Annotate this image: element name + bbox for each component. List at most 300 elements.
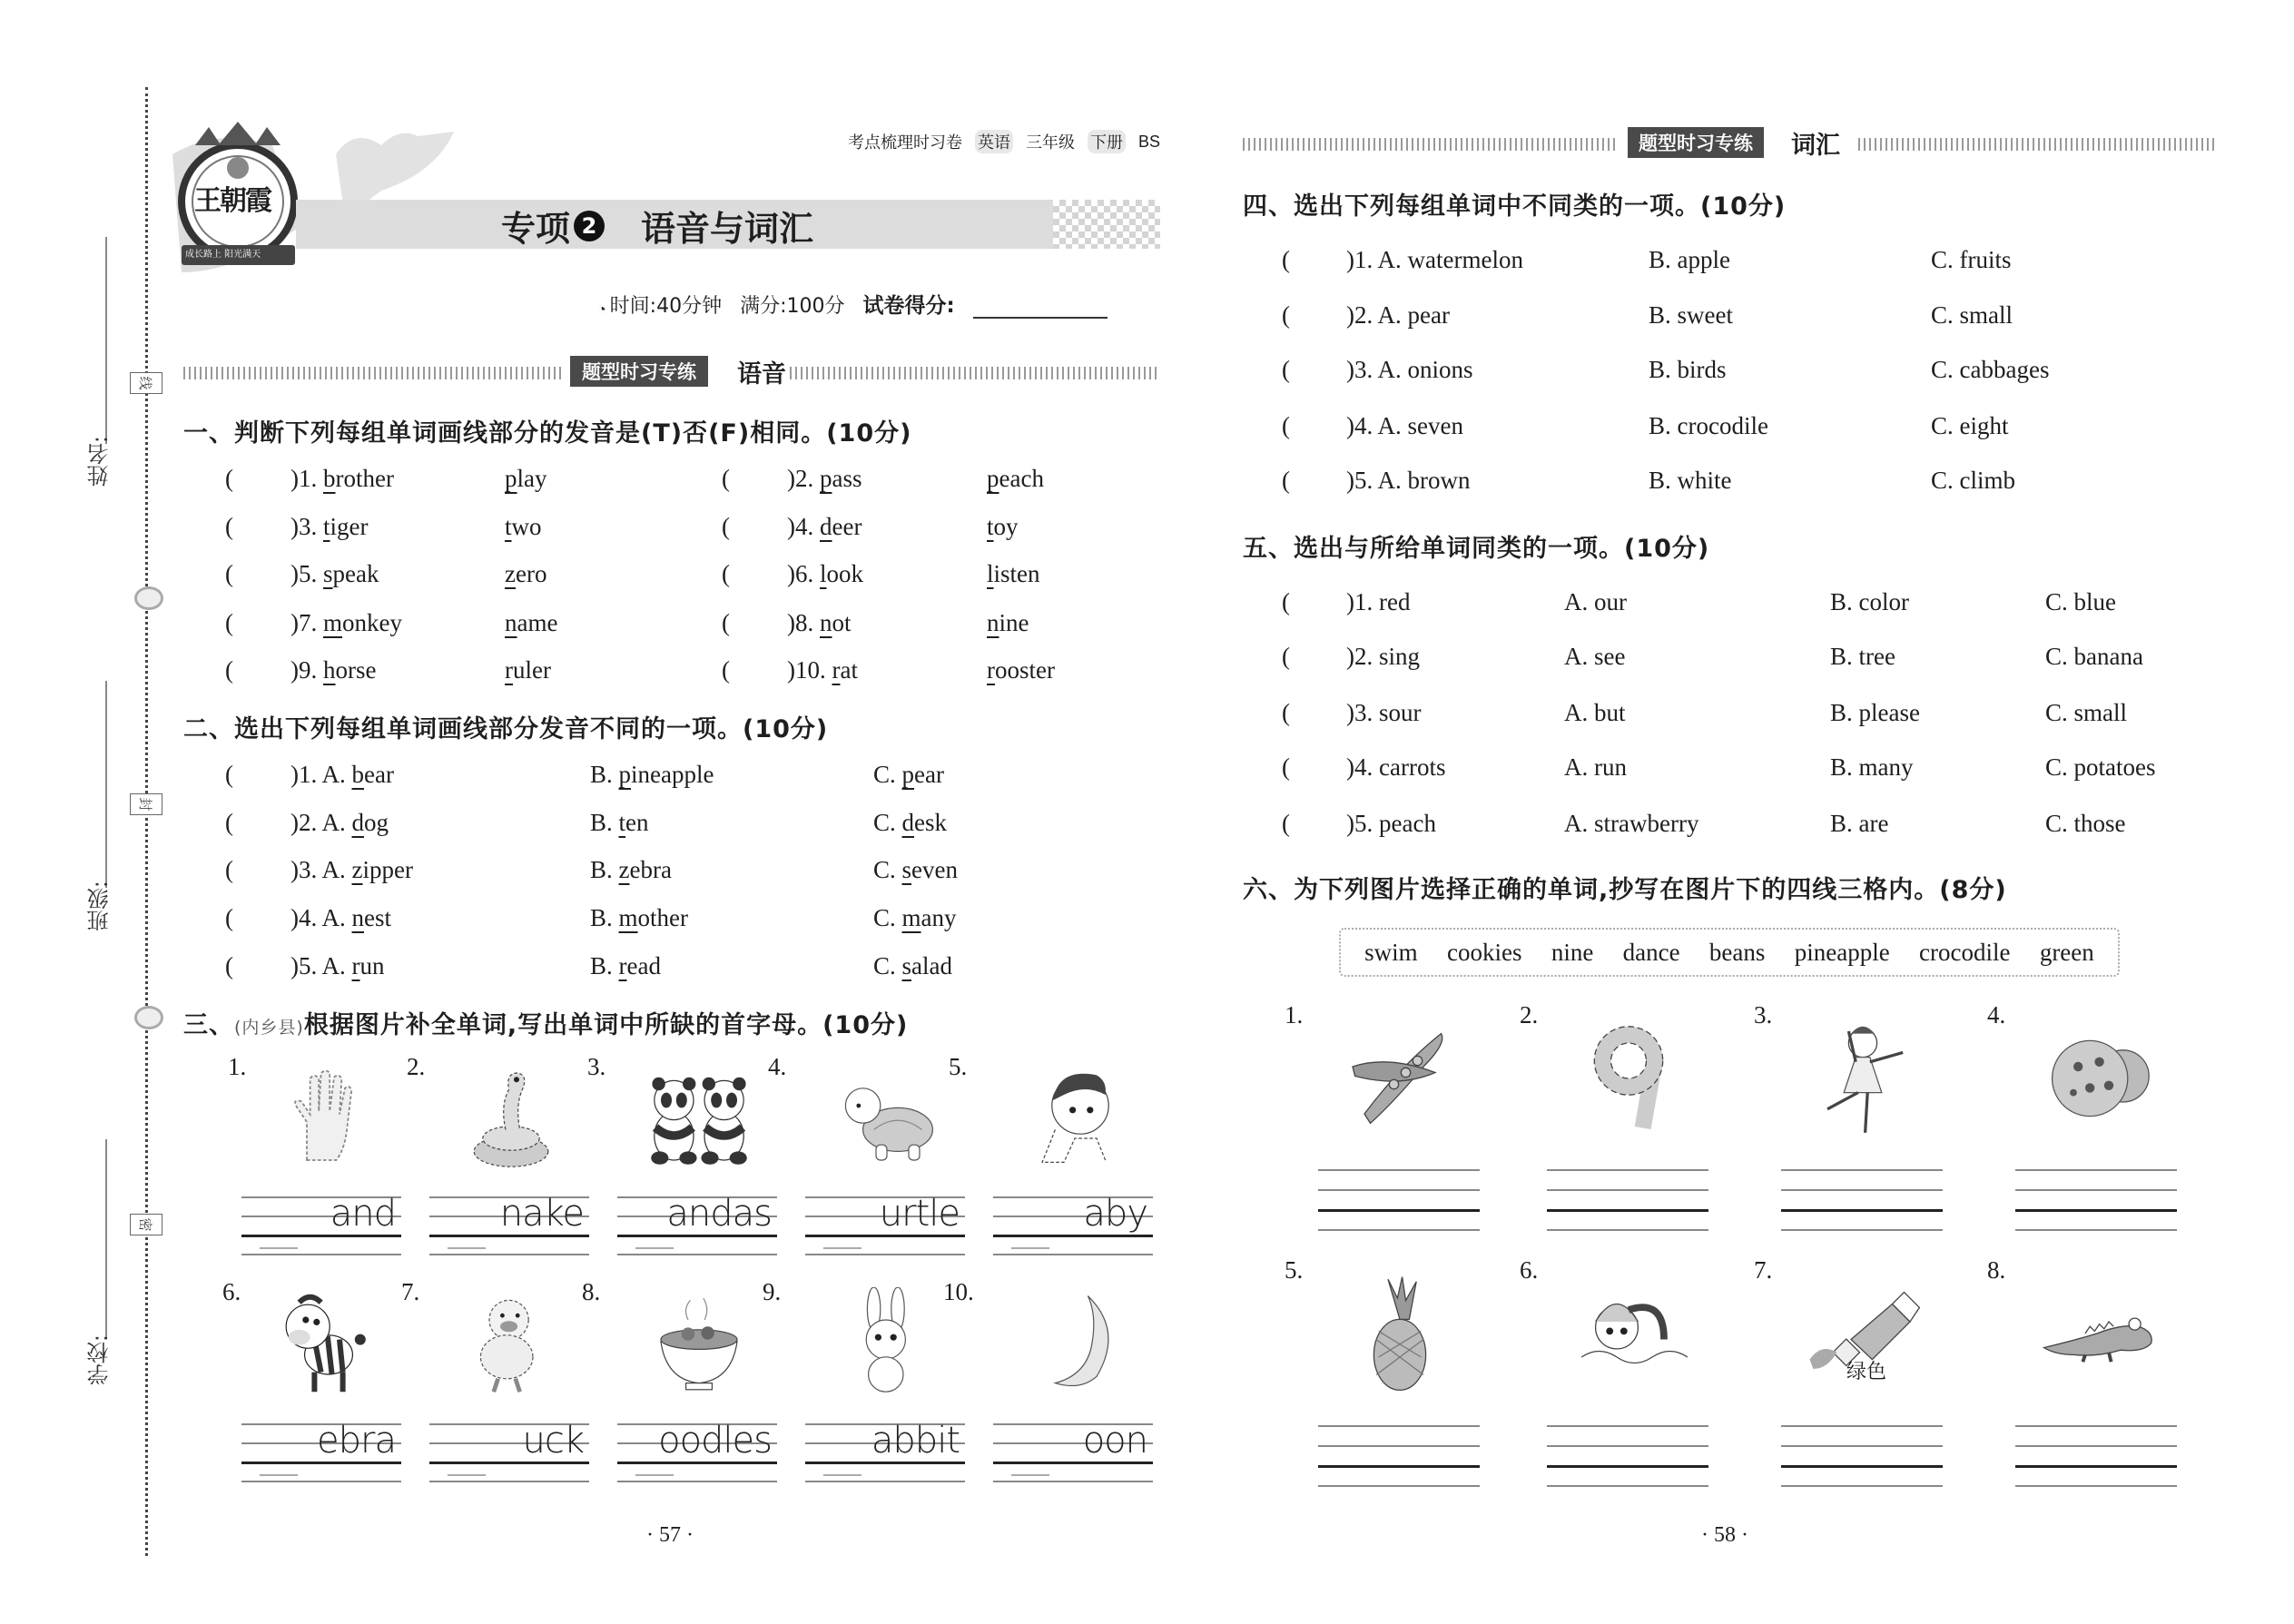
word: toy [987,513,1019,540]
answer-blank[interactable]: ( [225,809,233,836]
picture-number: 4. [1987,1001,2006,1029]
word: horse [323,656,377,684]
title-number-badge: 2 [574,211,605,241]
item-number: 2. [299,809,318,836]
answer-blank[interactable]: ( [225,856,233,883]
word: pear [1407,301,1450,329]
grid-line [1318,1465,1480,1468]
option-c: C. potatoes [2045,753,2156,781]
item-number: 3. [1354,356,1373,383]
answer-blank[interactable]: ( [1282,699,1290,726]
crocodile-icon [2038,1275,2156,1393]
word-bank-item: crocodile [1919,938,2011,966]
snake-icon [457,1062,566,1171]
answer-blank[interactable]: ( [722,513,730,540]
picture-number: 6. [222,1278,241,1305]
section-banner-phonetics [183,360,1160,389]
cookies-icon [2038,1019,2156,1137]
word: dog [351,809,389,836]
option-a: A. [1373,412,1408,439]
section2-item [290,809,389,837]
zebra-icon [269,1287,378,1396]
item-number: 1. [1354,588,1373,615]
answer-blank[interactable]: ( [225,952,233,979]
paren-close: ) [787,656,795,684]
section1-item [787,513,861,541]
section1-item [787,465,862,493]
word: run [1594,753,1627,781]
section4-item [1346,356,1473,384]
word-bank-item: beans [1708,938,1766,966]
banner-tag: 题型时习专练 [570,356,708,387]
seal-circle-icon [134,1006,163,1029]
item-number: 2. [795,465,814,492]
word: pear [901,761,944,788]
picture-number: 6. [1520,1256,1539,1284]
exam-full-score: 满分:100分 [740,295,845,318]
dancer-icon [1804,1019,1922,1137]
section5-item [1346,643,1420,671]
section1-item [290,609,402,637]
word: peach [987,465,1044,492]
word: those [2073,810,2126,837]
grid-line [993,1462,1153,1464]
section4-item [1346,467,1471,495]
paren-close: ) [290,656,299,684]
word: see [1594,643,1626,670]
option-letter: B. [590,904,619,931]
item-number: 3. [1354,699,1373,726]
score-field[interactable] [973,295,1108,319]
answer-blank[interactable]: ( [722,609,730,636]
grid-line [805,1235,965,1237]
option-c [873,904,957,932]
picture-number: 1. [1285,1001,1304,1029]
answer-blank[interactable]: ( [722,656,730,684]
item-number: 1. [299,761,318,788]
seal-box-feng: 封 [130,793,162,815]
baby-icon [1020,1062,1129,1171]
word: sweet [1677,301,1733,329]
paren-close: ) [290,609,299,636]
item-number: 10. [795,656,826,684]
paren-close: ) [290,856,299,883]
partial-word: nake [499,1193,584,1235]
class-line [105,681,107,888]
section1-item [290,465,394,493]
section4-item [1346,301,1450,330]
school-line [105,1139,107,1339]
seal-circle-icon [134,586,163,610]
word: desk [901,809,948,836]
missing-letter-blank[interactable] [448,1474,486,1476]
item-number: 2. [1354,643,1373,670]
answer-blank[interactable]: ( [1282,246,1290,273]
option-letter: A. [317,952,352,979]
grid-line [2015,1189,2177,1191]
grid-line [1547,1485,1708,1487]
word: monkey [323,609,402,636]
word: look [820,560,864,587]
compare-word [505,560,546,588]
grid-line [2015,1169,2177,1171]
section4-heading: 四、选出下列每组单词中不同类的一项。(10分) [1243,192,1787,221]
item-number: 6. [795,560,814,587]
logo-text: 王朝霞 [194,185,271,217]
answer-blank[interactable]: ( [225,465,233,492]
seal-box-xian: 线 [130,372,162,394]
given-word: sour [1379,699,1422,726]
grid-line [617,1254,777,1255]
grid-line [1781,1445,1943,1447]
answer-blank[interactable]: ( [1282,753,1290,781]
option-letter: A. [317,761,352,788]
partial-word: aby [1083,1193,1147,1235]
word: zebra [618,856,672,883]
option-c: C. banana [2045,643,2143,670]
section3-heading-number: 三、 [183,1011,234,1039]
option-a: A. strawberry [1564,810,1699,837]
nine-icon [1570,1019,1688,1137]
partial-word: uck [522,1420,584,1462]
section1-item [290,656,376,684]
grid-line [2015,1229,2177,1231]
word-bank-item: dance [1622,938,1680,966]
word: ruler [505,656,551,684]
picture-number: 10. [943,1278,974,1305]
word-bank-item: pineapple [1794,938,1890,966]
grid-line [1547,1425,1708,1427]
score-label: 试卷得分: [862,294,955,318]
word: climb [1959,467,2016,494]
paren-close: ) [1346,301,1354,329]
grade: 三年级 [1025,133,1075,153]
word-bank [1339,928,2120,977]
word: ten [618,809,649,836]
given-word: peach [1379,810,1436,837]
grid-line [241,1235,401,1237]
word: many [901,904,957,931]
missing-letter-blank[interactable] [823,1247,861,1249]
option-b [590,809,649,837]
four-line-grid[interactable] [1781,1169,1943,1232]
duck-icon [457,1287,566,1396]
option-a: A. run [1564,753,1627,781]
missing-letter-blank[interactable] [635,1474,674,1476]
partial-word: and [330,1193,396,1235]
book-meta [848,130,1160,153]
word: fruits [1959,246,2012,273]
word: nine [987,609,1029,636]
section4-item [1346,412,1463,440]
page-number-left: · 57 · [646,1523,694,1547]
word: zipper [351,856,413,883]
option-letter: B. [590,809,619,836]
answer-blank[interactable]: ( [225,609,233,636]
option-c [873,856,958,884]
compare-word [505,465,547,493]
grid-line [805,1254,965,1255]
paren-close: ) [290,904,299,931]
option-b: B. many [1830,753,1914,781]
section5-item [1346,588,1410,616]
turtle-icon [832,1062,941,1171]
item-number: 4. [1354,412,1373,439]
grid-line [993,1481,1153,1482]
word: zero [505,560,547,587]
grid-line [2015,1209,2177,1212]
item-number: 4. [795,513,814,540]
word: strawberry [1594,810,1699,837]
section5-item [1346,753,1445,782]
word: tree [1858,643,1895,670]
option-b: B. white [1649,467,1732,494]
paren-close: ) [1346,412,1354,439]
page-number-right: · 58 · [1701,1523,1748,1547]
answer-blank[interactable]: ( [1282,301,1290,329]
exam-info [597,289,1108,319]
section-banner-vocabulary [1243,132,2215,160]
page-title [501,201,813,251]
grid-line [2015,1425,2177,1427]
section3-heading-text: 根据图片补全单词,写出单词中所缺的首字母。(10分) [303,1011,909,1039]
item-number: 3. [299,856,318,883]
option-letter: C. [873,952,902,979]
section5-item [1346,699,1422,727]
item-number: 4. [299,904,318,931]
word: seven [1407,412,1463,439]
section2-heading: 二、选出下列每组单词画线部分发音不同的一项。(10分) [183,715,829,743]
compare-word [505,656,551,684]
option-c: C. fruits [1931,246,2012,273]
word: brother [323,465,394,492]
paren-close: ) [290,761,299,788]
partial-word: abbit [871,1420,960,1462]
word: are [1858,810,1889,837]
word-bank-item: green [2039,938,2094,966]
answer-blank[interactable]: ( [1282,643,1290,670]
name-label: 姓名: [87,436,113,487]
grid-line [1547,1445,1708,1447]
title-band-checker [1053,200,1160,249]
title-prefix: 专项 [501,209,571,249]
section2-item [290,952,385,980]
word: bear [351,761,394,788]
grid-line [429,1254,589,1255]
four-line-grid[interactable] [2015,1425,2177,1488]
picture-number: 4. [768,1053,787,1080]
picture-number: 3. [587,1053,606,1080]
grid-line [617,1235,777,1237]
four-line-grid[interactable] [1318,1425,1480,1488]
compare-word [987,560,1040,588]
option-c: C. those [2045,810,2126,837]
section4-item [1346,246,1523,274]
item-number: 1. [299,465,318,492]
grid-line [617,1481,777,1482]
option-a: A. but [1564,699,1626,726]
missing-letter-blank[interactable] [823,1474,861,1476]
option-letter: B. [590,761,619,788]
option-c: C. blue [2045,588,2117,615]
option-letter: B. [590,952,619,979]
noodles-icon [645,1287,753,1396]
answer-blank[interactable]: ( [225,560,233,587]
answer-blank[interactable]: ( [1282,588,1290,615]
word: white [1677,467,1732,494]
section1-item [787,609,852,637]
option-a: A. [1373,467,1408,494]
word: listen [987,560,1040,587]
grid-line [805,1462,965,1464]
grid-line [241,1462,401,1464]
picture-number: 7. [1754,1256,1773,1284]
word: banana [2073,643,2143,670]
seal-box-mi: 密 [130,1214,162,1235]
item-number: 8. [795,609,814,636]
four-line-grid[interactable] [1318,1169,1480,1232]
school-label: 学校: [87,1334,113,1386]
grid-line [993,1254,1153,1255]
item-number: 1. [1354,246,1373,273]
grid-line [1781,1189,1943,1191]
answer-blank[interactable]: ( [225,513,233,540]
paren-close: ) [290,465,299,492]
option-c [873,809,947,837]
partial-word: urtle [879,1193,960,1235]
word: salad [901,952,953,979]
option-c [873,761,944,789]
word: run [351,952,385,979]
item-number: 2. [1354,301,1373,329]
answer-blank[interactable]: ( [722,560,730,587]
word: apple [1677,246,1730,273]
word: pass [820,465,862,492]
answer-blank[interactable]: ( [1282,467,1290,494]
compare-word [505,609,557,637]
missing-letter-blank[interactable] [1011,1247,1049,1249]
exam-time: 时间:40分钟 [609,295,723,318]
section1-item [290,560,379,588]
grid-line [429,1235,589,1237]
option-letter: A. [317,904,352,931]
banner-label: 语音 [737,360,786,389]
grid-line [993,1235,1153,1237]
four-line-grid[interactable] [1781,1425,1943,1488]
grid-line [429,1481,589,1482]
edition: BS [1137,132,1160,151]
answer-blank[interactable]: ( [1282,412,1290,439]
picture-number: 5. [949,1053,968,1080]
answer-blank[interactable]: ( [722,465,730,492]
option-a: A. see [1564,643,1626,670]
section5-heading: 五、选出与所给单词同类的一项。(10分) [1243,535,1710,563]
grid-line [617,1462,777,1464]
word: seven [901,856,958,883]
word: blue [2073,588,2117,615]
option-c: C. eight [1931,412,2009,439]
item-number: 3. [299,513,318,540]
option-b: B. sweet [1649,301,1733,329]
pineapple-icon [1341,1275,1459,1393]
option-b: B. birds [1649,356,1727,383]
word-bank-item: swim [1364,938,1418,966]
answer-blank[interactable]: ( [1282,810,1290,837]
word: potatoes [2073,753,2156,781]
option-c [873,952,952,980]
beans-icon [1341,1019,1459,1137]
partial-word: ebra [317,1420,396,1462]
paren-close: ) [290,952,299,979]
word: nest [351,904,392,931]
section2-item [290,904,391,932]
option-b: B. are [1830,810,1889,837]
missing-letter-blank[interactable] [260,1247,298,1249]
paren-close: ) [290,809,299,836]
series-name: 考点梳理时习卷 [847,133,962,153]
partial-word: oon [1082,1420,1147,1462]
section5-item [1346,810,1436,838]
answer-blank[interactable]: ( [1282,356,1290,383]
word: read [618,952,661,979]
option-c: C. climb [1931,467,2016,494]
paren-close: ) [787,609,795,636]
answer-blank[interactable]: ( [225,904,233,931]
answer-blank[interactable]: ( [225,761,233,788]
item-number: 5. [299,952,318,979]
swimmer-icon [1570,1275,1688,1393]
missing-letter-blank[interactable] [1011,1474,1049,1476]
grid-line [1781,1209,1943,1212]
four-line-grid[interactable] [2015,1169,2177,1232]
missing-letter-blank[interactable] [448,1247,486,1249]
option-c: C. small [2045,699,2128,726]
option-b [590,952,661,980]
word: cabbages [1959,356,2050,383]
missing-letter-blank[interactable] [260,1474,298,1476]
picture-number: 2. [407,1053,426,1080]
word: mother [618,904,689,931]
volume: 下册 [1088,130,1126,153]
answer-blank[interactable]: ( [225,656,233,684]
word: but [1594,699,1626,726]
missing-letter-blank[interactable] [635,1247,674,1249]
grid-line [1547,1169,1708,1171]
four-line-grid[interactable] [1547,1425,1708,1488]
grid-line [241,1254,401,1255]
word: onions [1407,356,1473,383]
grid-line [1781,1425,1943,1427]
grid-line [1781,1169,1943,1171]
word: many [1858,753,1914,781]
paren-close: ) [1346,467,1354,494]
grid-line [1547,1189,1708,1191]
given-word: red [1379,588,1411,615]
item-number: 5. [1354,467,1373,494]
word: our [1594,588,1627,615]
hand-icon [269,1062,378,1171]
grid-line [241,1481,401,1482]
word: small [1959,301,2013,329]
option-b: B. please [1830,699,1920,726]
section1-item [787,560,863,588]
word: small [2073,699,2128,726]
four-line-grid[interactable] [1547,1169,1708,1232]
word: tiger [323,513,369,540]
word: please [1858,699,1920,726]
section1-item [787,656,858,684]
paren-close: ) [787,513,795,540]
